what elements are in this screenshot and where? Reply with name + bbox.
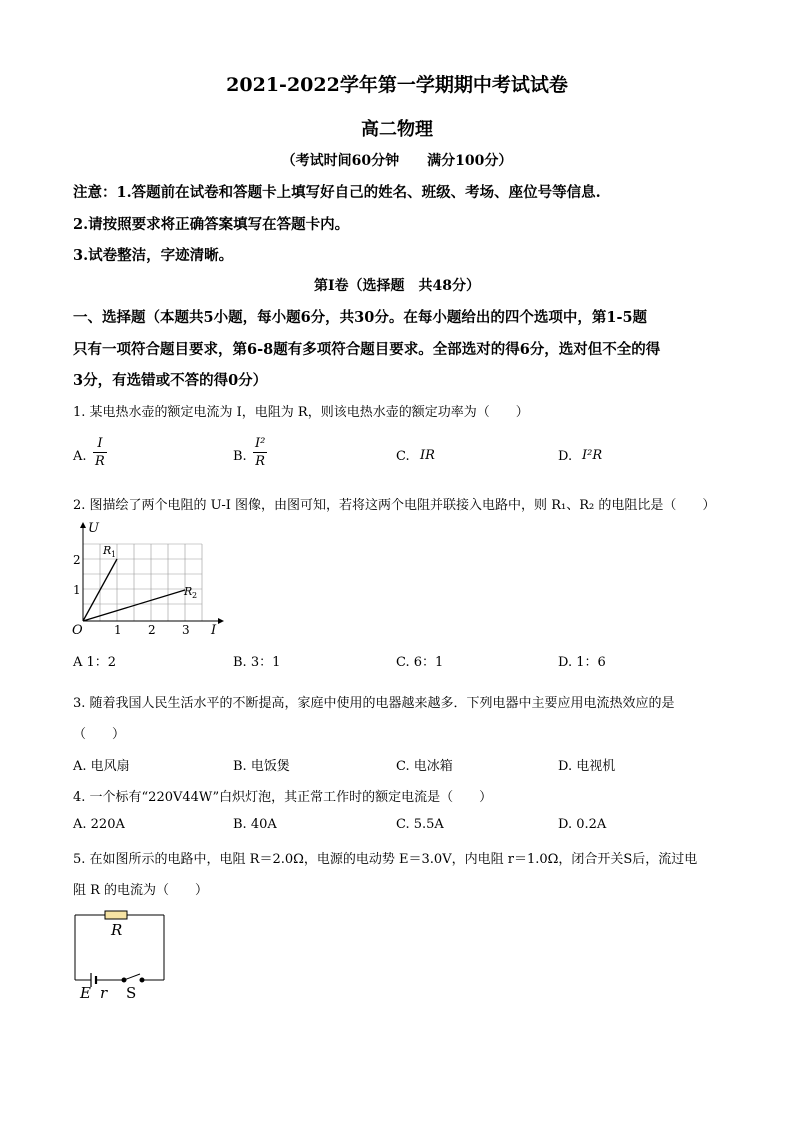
r2-label: R <box>184 585 193 598</box>
x-tick-2: 2 <box>148 623 156 637</box>
resistor-symbol <box>105 911 127 919</box>
r1-label: R <box>103 544 112 557</box>
q2-option-d: D. 1：6 <box>558 655 606 670</box>
q1-option-c-label: C. <box>396 449 410 464</box>
x-axis-arrow <box>218 618 224 624</box>
exam-info: （考试时间60分钟 满分100分） <box>281 153 513 169</box>
resistor-label: R <box>111 921 123 939</box>
r2-subscript: 2 <box>192 591 198 600</box>
q1-option-d-label: D. <box>558 449 573 464</box>
question-3-text-line-1: 3. 随着我国人民生活水平的不断提高，家庭中使用的电器越来越多．下列电器中主要应用电流热效应的是 <box>73 696 675 711</box>
notice-line-3: 3.试卷整洁，字迹清晰。 <box>73 247 234 264</box>
question-2-text: 2. 图描绘了两个电阻的 U-I 图像，由图可知，若将这两个电阻并联接入电路中，则 R₁、R₂ 的电阻比是（ ） <box>73 498 716 513</box>
question-3-text-line-2: （ ） <box>73 727 126 742</box>
y-axis-arrow <box>80 522 86 528</box>
q1-option-c-expr: IR <box>420 448 435 463</box>
r1-subscript: 1 <box>111 550 117 559</box>
exam-title: 2021-2022学年第一学期期中考试试卷 <box>226 74 568 96</box>
q1-option-b-label: B. <box>233 449 247 464</box>
question-1-text: 1. 某电热水壶的额定电流为 I，电阻为 R，则该电热水壶的额定功率为（ ） <box>73 405 529 420</box>
emf-label: E <box>80 984 91 1002</box>
q3-option-d: D. 电视机 <box>558 759 616 774</box>
notice-line-1: 注意：1.答题前在试卷和答题卡上填写好自己的姓名、班级、考场、座位号等信息. <box>73 184 601 201</box>
x-tick-3: 3 <box>182 623 190 637</box>
ui-graph <box>68 518 228 643</box>
q2-option-c: C. 6：1 <box>396 655 444 670</box>
q4-option-d: D. 0.2A <box>558 817 607 832</box>
notice-line-2: 2.请按照要求将正确答案填写在答题卡内。 <box>73 216 350 233</box>
q1-option-a-numerator: I <box>97 436 103 451</box>
q4-option-b: B. 40A <box>233 817 277 832</box>
part-instructions-line-3: 3分，有选错或不答的得0分） <box>73 372 268 389</box>
question-5-text-line-1: 5. 在如图所示的电路中，电阻 R＝2.0Ω，电源的电动势 E＝3.0V，内电阻 r＝1.0Ω，闭合开关S后，流过电 <box>73 852 698 867</box>
question-5-text-line-2: 阻 R 的电流为（ ） <box>73 883 209 898</box>
q4-option-a: A. 220A <box>73 817 125 832</box>
part-instructions-line-2: 只有一项符合题目要求，第6-8题有多项符合题目要求。全部选对的得6分，选对但不全的得 <box>73 341 661 358</box>
q1-option-a-denominator: R <box>95 454 105 469</box>
x-axis-label: I <box>211 623 217 638</box>
switch-contact <box>140 978 144 982</box>
circuit-diagram <box>68 905 173 1005</box>
internal-resistance-label: r <box>100 984 108 1002</box>
q3-option-b: B. 电饭煲 <box>233 759 290 774</box>
q1-option-a-fraction <box>93 436 107 469</box>
q1-option-b-numerator: I² <box>255 436 266 451</box>
question-4-text: 4. 一个标有“220V44W”白炽灯泡，其正常工作时的额定电流是（ ） <box>73 790 493 805</box>
q2-option-a: A 1：2 <box>73 655 117 670</box>
q3-option-a: A. 电风扇 <box>73 759 130 774</box>
q2-option-b: B. 3：1 <box>233 655 281 670</box>
y-tick-2: 2 <box>73 553 81 567</box>
y-axis-label: U <box>88 521 99 536</box>
y-tick-1: 1 <box>73 583 81 597</box>
origin-label: O <box>72 623 83 638</box>
q3-option-c: C. 电冰箱 <box>396 759 453 774</box>
switch-label: S <box>126 984 137 1002</box>
subject-title: 高二物理 <box>361 119 433 140</box>
part-instructions-line-1: 一、选择题（本题共5小题，每小题6分，共30分。在每小题给出的四个选项中，第1-5题 <box>73 309 648 326</box>
switch-lever <box>124 974 140 980</box>
x-tick-1: 1 <box>114 623 122 637</box>
q1-option-d-expr: I²R <box>582 448 603 463</box>
q4-option-c: C. 5.5A <box>396 817 444 832</box>
q1-option-b-fraction <box>253 436 267 469</box>
q1-option-b-denominator: R <box>255 454 266 469</box>
q1-option-a-label: A. <box>73 449 87 464</box>
section-title: 第Ⅰ卷（选择题 共48分） <box>313 278 481 294</box>
graph-grid <box>83 544 202 621</box>
